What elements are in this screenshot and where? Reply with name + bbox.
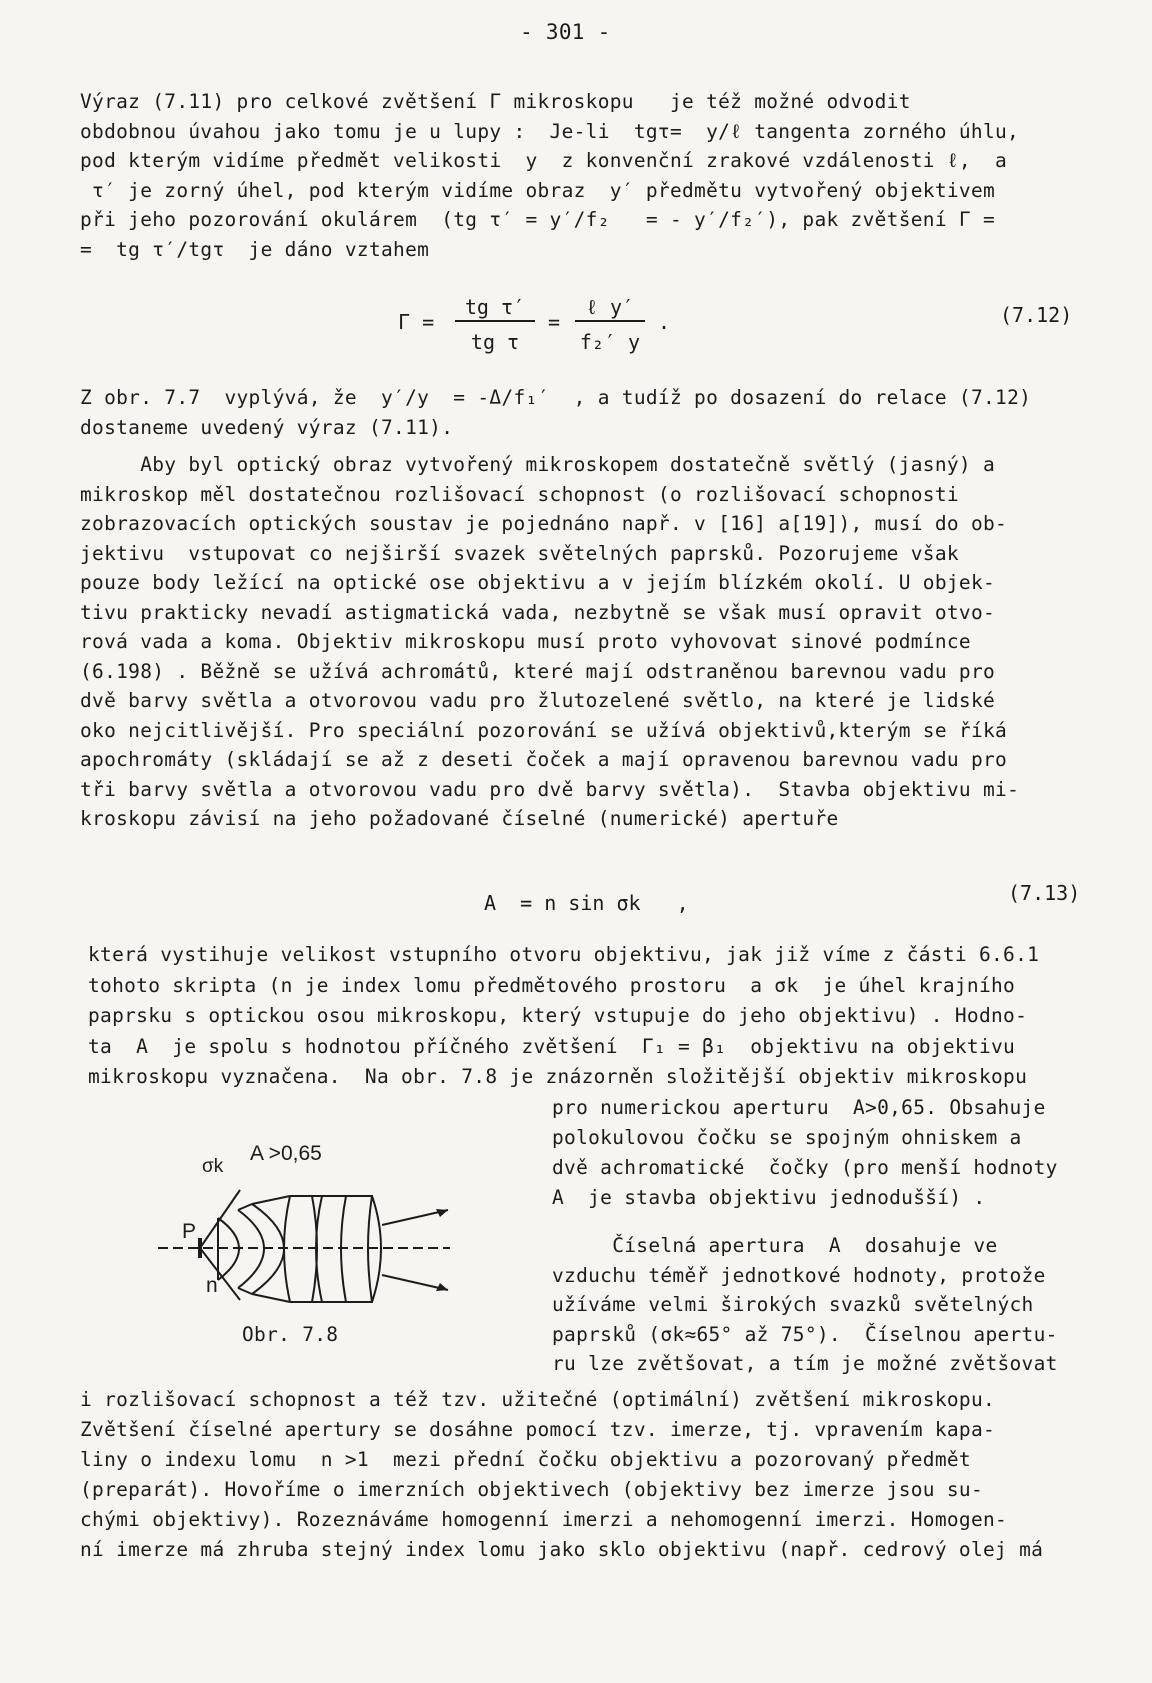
p2-line: dostaneme uvedený výraz (7.11). bbox=[80, 416, 454, 439]
p4-line: která vystihuje velikost vstupního otvoru objektivu, jak již víme z části 6.6.1 bbox=[88, 943, 1040, 966]
eq-dot: . bbox=[658, 310, 671, 334]
eq-den-1: tg τ bbox=[470, 330, 520, 354]
figure-7-8-objective-diagram bbox=[150, 1130, 460, 1310]
p1-line: Výraz (7.11) pro celkové zvětšení Γ mikroskopu je též možné odvodit bbox=[80, 90, 911, 113]
eq-den-2: f₂′ y bbox=[579, 330, 641, 354]
page-number: - 301 - bbox=[520, 20, 611, 44]
eq-body-7-13: A = n sin σk , bbox=[484, 891, 689, 915]
p3-line: dvě barvy světla a otvorovou vadu pro žlutozelené světlo, na které je lidské bbox=[80, 689, 996, 712]
lens-edge bbox=[238, 1204, 252, 1210]
fraction-bar bbox=[455, 320, 535, 322]
p2-line: Z obr. 7.7 vyplývá, že y′/y = -Δ/f₁′ , a tudíž po dosazení do relace (7.12) bbox=[80, 386, 1032, 409]
p3-line: (6.198) . Běžně se užívá achromátů, které mají odstraněnou barevnou vadu pro bbox=[80, 659, 996, 683]
p4-line: mikroskopu vyznačena. Na obr. 7.8 je znázorněn složitější objektiv mikroskopu bbox=[88, 1065, 1028, 1088]
p4-right-line: A je stavba objektivu jednodušší) . bbox=[552, 1186, 986, 1209]
p3-line: rová vada a koma. Objektiv mikroskopu musí proto vyhovovat sinové podmínce bbox=[80, 630, 971, 653]
p5-right-line: paprsků (σk≈65° až 75°). Číselnou apertu- bbox=[552, 1322, 1058, 1346]
p4-right-line: polokulovou čočku se spojným ohniskem a bbox=[552, 1126, 1022, 1149]
p5-right-line: užíváme velmi širokých svazků světelných bbox=[552, 1293, 1034, 1316]
figure-label-aperture: A >0,65 bbox=[250, 1142, 322, 1165]
lens-edge bbox=[238, 1288, 252, 1294]
p5-right-line: ru lze zvětšovat, a tím je možné zvětšovat bbox=[552, 1352, 1058, 1375]
p3-line: Aby byl optický obraz vytvořený mikroskopem dostatečně světlý (jasný) a bbox=[80, 453, 996, 476]
p1-line: při jeho pozorování okulárem (tg τ′ = y′/f₂ = - y′/f₂′), pak zvětšení Γ = bbox=[80, 208, 996, 231]
fraction-bar bbox=[575, 320, 645, 322]
eq-label-7-12: (7.12) bbox=[1000, 303, 1073, 327]
p5-line: (preparát). Hovoříme o imerzních objektivech (objektivy bez imerze jsou su- bbox=[80, 1478, 983, 1501]
p3-line: zobrazovacích optických soustav je pojednáno např. v [16] a[19]), musí do ob- bbox=[80, 512, 1008, 535]
p5-line: i rozlišovací schopnost a též tzv. užitečné (optimální) zvětšení mikroskopu. bbox=[80, 1388, 996, 1411]
housing-line-bottom bbox=[252, 1294, 290, 1302]
p1-line: pod kterým vidíme předmět velikosti y z konvenční zrakové vzdálenosti ℓ, a bbox=[80, 149, 1008, 172]
figure-caption: Obr. 7.8 bbox=[242, 1323, 339, 1346]
p4-right-line: pro numerickou aperturu A>0,65. Obsahuje bbox=[552, 1096, 1046, 1119]
p3-line: tři barvy světla a otvorovou vadu pro dvě barvy světla). Stavba objektivu mi- bbox=[80, 777, 1020, 801]
p1-line: = tg τ′/tgτ je dáno vztahem bbox=[80, 237, 430, 261]
eq-label-7-13: (7.13) bbox=[1008, 881, 1081, 905]
p4-line: paprsku s optickou osou mikroskopu, který vstupuje do jeho objektivu) . Hodno- bbox=[88, 1004, 1028, 1027]
figure-label-sigma: σk bbox=[202, 1156, 224, 1177]
eq-lhs: Γ = bbox=[398, 310, 435, 334]
p4-right-line: dvě achromatické čočky (pro menší hodnoty bbox=[552, 1156, 1058, 1179]
figure-label-p: P bbox=[182, 1220, 197, 1243]
p1-line: τ′ je zorný úhel, pod kterým vidíme obraz y′ předmětu vytvořený objektivem bbox=[80, 178, 996, 202]
p4-line: ta A je spolu s hodnotou příčného zvětšení Γ₁ = β₁ objektivu na objektivu bbox=[88, 1034, 1016, 1058]
p5-line: ní imerze má zhruba stejný index lomu jako sklo objektivu (např. cedrový olej má bbox=[80, 1538, 1044, 1561]
eq-equals: = bbox=[548, 310, 561, 334]
p5-line: chými objektivy). Rozeznáváme homogenní imerzi a nehomogenní imerzi. Homogen- bbox=[80, 1508, 1008, 1531]
p3-line: kroskopu závisí na jeho požadované číselné (numerické) apertuře bbox=[80, 807, 839, 830]
p5-right-line: Číselná apertura A dosahuje ve bbox=[552, 1234, 998, 1257]
p4-line: tohoto skripta (n je index lomu předmětového prostoru a σk je úhel krajního bbox=[88, 973, 1016, 997]
p3-line: pouze body ležící na optické ose objektivu a v jejím blízkém okolí. U objek- bbox=[80, 571, 996, 594]
p3-line: jektivu vstupovat co nejširší svazek světelných paprsků. Pozorujeme však bbox=[80, 541, 959, 565]
p3-line: tivu prakticky nevadí astigmatická vada, nezbytně se však musí opravit otvo- bbox=[80, 600, 996, 624]
p1-line: obdobnou úvahou jako tomu je u lupy : Je-li tgτ= y/ℓ tangenta zorného úhlu, bbox=[80, 119, 1020, 143]
p3-line: mikroskop měl dostatečnou rozlišovací schopnost (o rozlišovací schopnosti bbox=[80, 482, 959, 506]
p3-line: apochromáty (skládají se až z deseti čoček a mají opravenou barevnou vadu pro bbox=[80, 748, 1008, 771]
eq-num-1: tg τ′ bbox=[464, 295, 526, 319]
housing-line-top bbox=[252, 1196, 290, 1204]
p5-line: liny o indexu lomu n >1 mezi přední čočku objektivu a pozorovaný předmět bbox=[80, 1448, 971, 1471]
p3-line: oko nejcitlivější. Pro speciální pozorování se užívá objektivů,kterým se říká bbox=[80, 718, 1008, 742]
eq-num-2: ℓ y′ bbox=[585, 295, 635, 319]
p5-right-line: vzduchu téměř jednotkové hodnoty, protože bbox=[552, 1263, 1046, 1287]
figure-label-n: n bbox=[206, 1274, 218, 1297]
p5-line: Zvětšení číselné apertury se dosáhne pomocí tzv. imerze, tj. vpravením kapa- bbox=[80, 1418, 996, 1441]
